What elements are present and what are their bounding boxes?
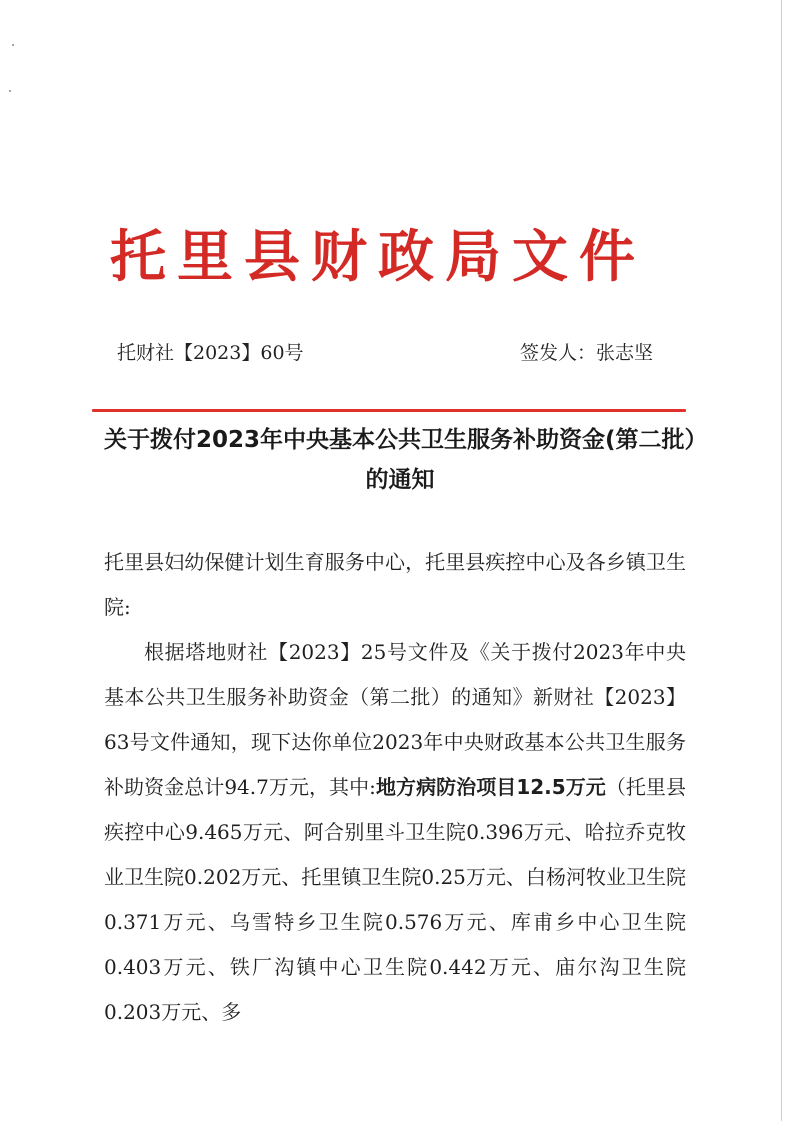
notice-title: 关于拨付2023年中央基本公共卫生服务补助资金(第二批）的通知 (103, 427, 697, 493)
addressee-line: 托里县妇幼保健计划生育服务中心，托里县疾控中心及各乡镇卫生院: (104, 550, 686, 619)
paragraph-bold-amount: 地方病防治项目12.5万元 (375, 775, 606, 799)
body-paragraph (104, 630, 686, 1035)
document-number: 托财社【2023】60号 (117, 342, 304, 364)
paragraph-text-start: 根据塔地财社【2023】25号文件及《关于拨付2023年中央基本公共卫生服务补助资金（第二批）的通知》新财社【2023】63号文件通知，现下达你单位2023年中央财政基本公共卫生服务补助资金总计94.7万元，其中: (104, 640, 686, 799)
paragraph-text-end: （托里县疾控中心9.465万元、阿合别里斗卫生院0.396万元、哈拉乔克牧业卫生院0.202万元、托里镇卫生院0.25万元、白杨河牧业卫生院0.371万元、乌雪特乡卫生院0.576万元、库甫乡中心卫生院0.403万元、铁厂沟镇中心卫生院0.442万元、庙尔沟卫生院0.203万元、多 (104, 775, 686, 1024)
scan-speck (9, 90, 11, 92)
document-header-title: 托里县财政局文件 (110, 224, 646, 290)
scan-speck (12, 44, 14, 46)
signer-line: 签发人：张志坚 (520, 342, 654, 364)
body-text (104, 540, 686, 1035)
red-separator-line (92, 409, 686, 412)
scan-edge-line (781, 0, 782, 1121)
